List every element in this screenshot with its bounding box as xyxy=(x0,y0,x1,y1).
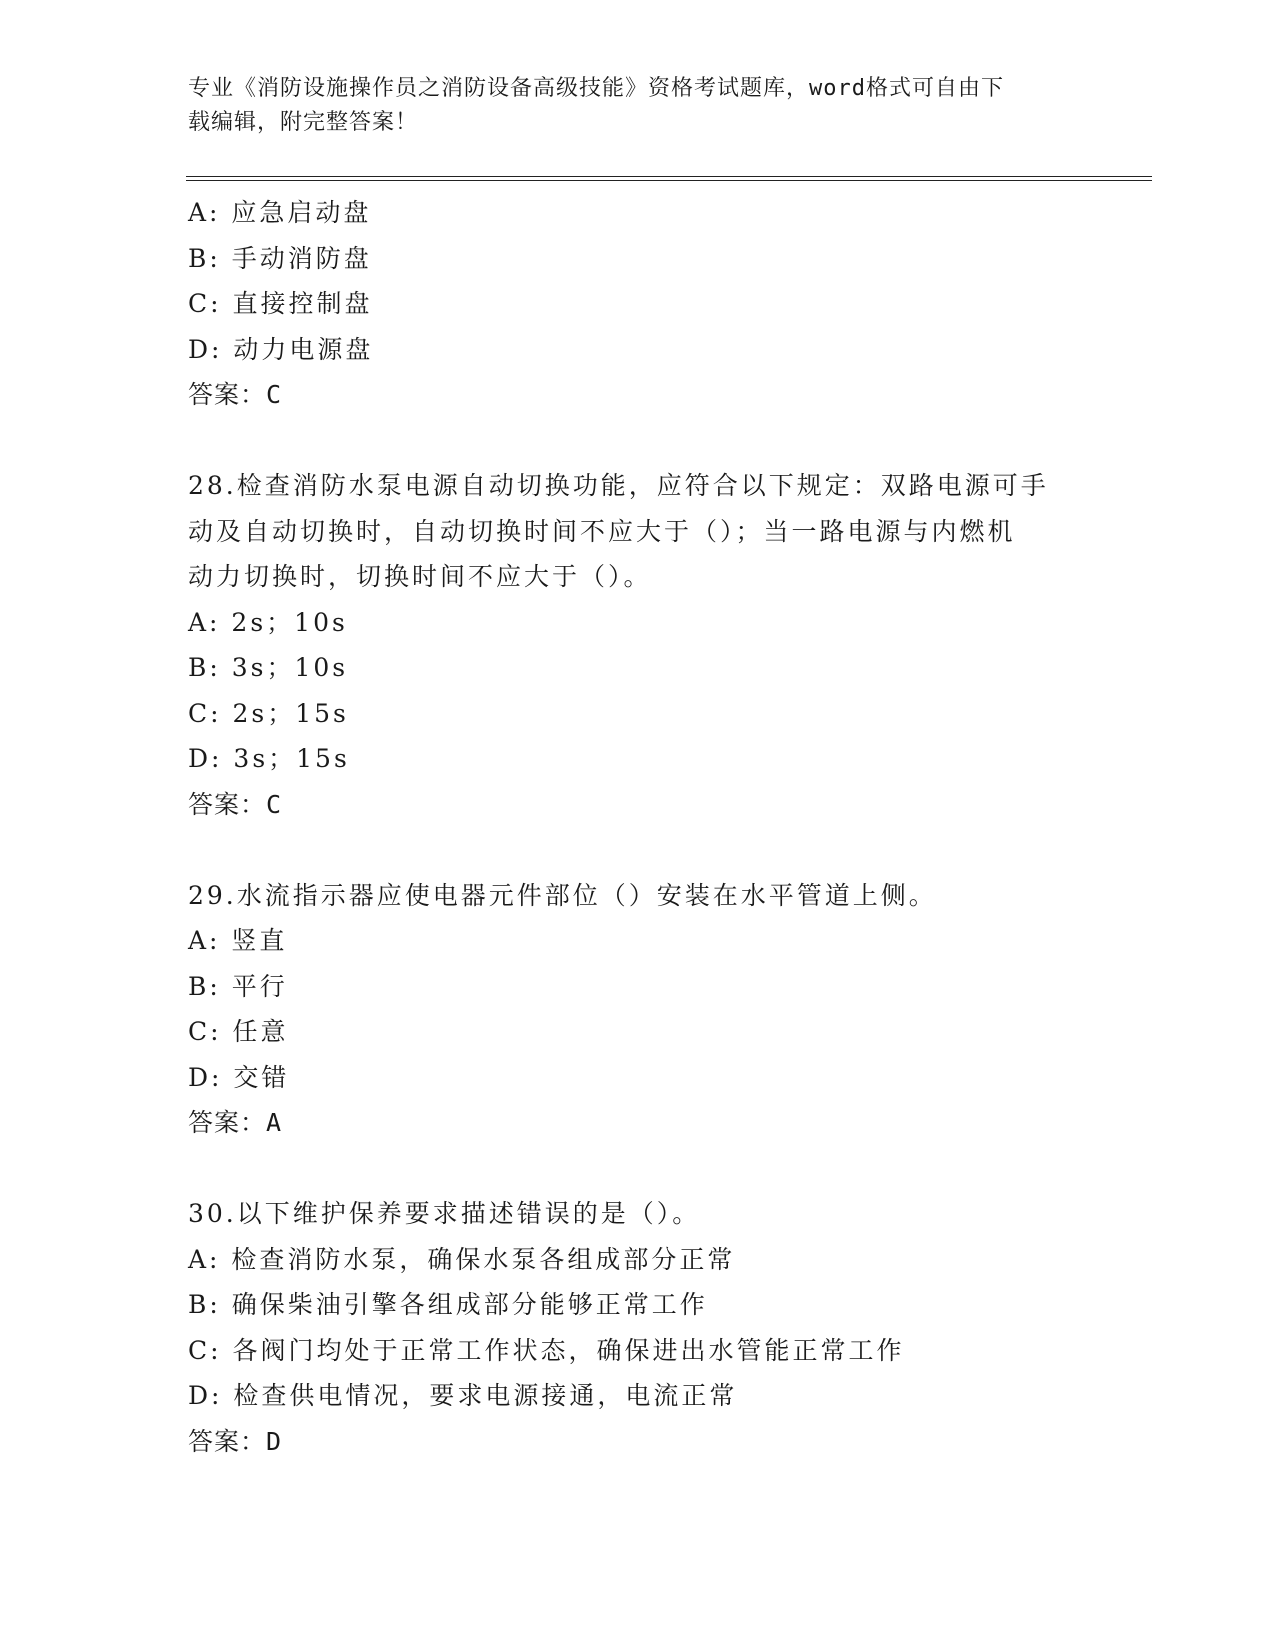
question-29 xyxy=(188,873,1088,1146)
spacer xyxy=(188,1146,1088,1192)
answer: 答案：C xyxy=(188,789,283,819)
option-a: A: 检查消防水泵，确保水泵各组成部分正常 xyxy=(188,1244,736,1274)
question-30 xyxy=(188,1191,1088,1464)
question-stem-line: 28.检查消防水泵电源自动切换功能，应符合以下规定：双路电源可手 xyxy=(188,471,1049,500)
question-stem-line: 29.水流指示器应使电器元件部位（）安装在水平管道上侧。 xyxy=(188,880,937,910)
question-28 xyxy=(188,463,1088,827)
header-line-1: 专业《消防设施操作员之消防设备高级技能》资格考试题库，word格式可自由下 xyxy=(188,76,1004,101)
option-c: C: 任意 xyxy=(188,1017,289,1046)
option-c: C: 直接控制盘 xyxy=(188,289,373,318)
option-a: A: 应急启动盘 xyxy=(188,198,372,227)
spacer xyxy=(188,418,1088,464)
question-27 xyxy=(188,190,1088,418)
option-b: B: 确保柴油引擎各组成部分能够正常工作 xyxy=(188,1290,708,1319)
option-d: D: 交错 xyxy=(188,1062,290,1092)
option-a: A: 2s；10s xyxy=(188,607,348,637)
header-divider xyxy=(186,176,1152,181)
question-stem-line: 30.以下维护保养要求描述错误的是（）。 xyxy=(188,1199,701,1228)
option-c: C: 各阀门均处于正常工作状态，确保进出水管能正常工作 xyxy=(188,1335,905,1365)
answer: 答案：C xyxy=(188,380,283,409)
option-a: A: 竖直 xyxy=(188,926,288,955)
spacer xyxy=(188,827,1088,873)
option-b: B: 手动消防盘 xyxy=(188,243,372,273)
option-c: C: 2s；15s xyxy=(188,698,349,728)
answer: 答案：A xyxy=(188,1108,283,1137)
question-list xyxy=(188,190,1088,1464)
question-stem-line: 动力切换时，切换时间不应大于（）。 xyxy=(188,562,652,591)
option-d: D: 动力电源盘 xyxy=(188,334,374,364)
option-d: D: 检查供电情况，要求电源接通，电流正常 xyxy=(188,1381,738,1410)
option-b: B: 平行 xyxy=(188,971,288,1001)
header-line-2: 载编辑，附完整答案！ xyxy=(188,110,419,135)
document-header xyxy=(188,72,1068,140)
option-d: D: 3s；15s xyxy=(188,744,350,773)
question-stem-line: 动及自动切换时，自动切换时间不应大于（）；当一路电源与内燃机 xyxy=(188,516,1016,546)
answer: 答案：D xyxy=(188,1426,283,1456)
option-b: B: 3s；10s xyxy=(188,653,349,682)
